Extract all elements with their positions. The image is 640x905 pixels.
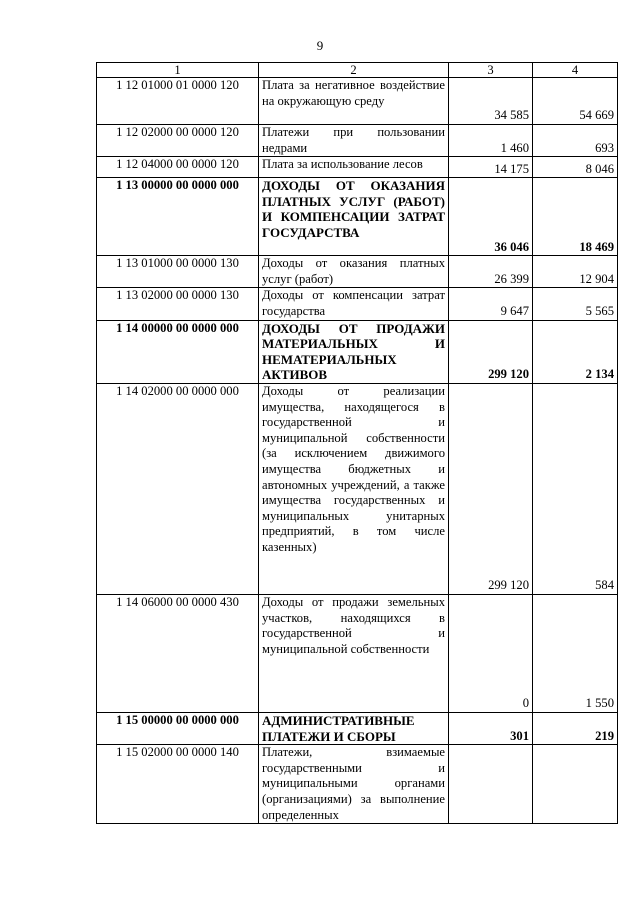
table-row <box>97 157 618 178</box>
budget-code-cell: 1 14 00000 00 0000 000 <box>97 320 259 383</box>
revenue-name-cell: Доходы от компенсации затрат государства <box>259 288 449 320</box>
revenue-name-cell: Плата за использование лесов <box>259 157 449 178</box>
value-col3-cell: 301 <box>449 712 533 744</box>
revenue-name-cell: АДМИНИСТРАТИВНЫЕ ПЛАТЕЖИ И СБОРЫ <box>259 712 449 744</box>
budget-code-cell: 1 13 01000 00 0000 130 <box>97 256 259 288</box>
page-number: 9 <box>316 38 324 53</box>
table-row <box>97 256 618 288</box>
value-col4-cell: 693 <box>533 125 618 157</box>
revenue-name-cell: ДОХОДЫ ОТ ОКАЗАНИЯ ПЛАТНЫХ УСЛУГ (РАБОТ) И КОМПЕНСАЦИИ ЗАТРАТ ГОСУДАРСТВА <box>259 178 449 256</box>
value-col3-cell: 14 175 <box>449 157 533 178</box>
budget-code-cell: 1 13 02000 00 0000 130 <box>97 288 259 320</box>
column-number-2: 2 <box>259 63 449 78</box>
revenue-name-cell: Платежи при пользовании недрами <box>259 125 449 157</box>
column-number-4: 4 <box>533 63 618 78</box>
table-row <box>97 125 618 157</box>
value-col3-cell: 299 120 <box>449 320 533 383</box>
revenue-name-cell: Платежи, взимаемые государственными и муниципальными органами (организациями) за выполнение определенных <box>259 745 449 824</box>
value-col4-cell: 18 469 <box>533 178 618 256</box>
column-number-row <box>97 63 618 78</box>
table-row <box>97 745 618 824</box>
value-col4-cell: 1 550 <box>533 594 618 712</box>
value-col4-cell: 219 <box>533 712 618 744</box>
column-number-3: 3 <box>449 63 533 78</box>
table-row <box>97 594 618 712</box>
budget-code-cell: 1 12 04000 00 0000 120 <box>97 157 259 178</box>
table-row <box>97 383 618 594</box>
budget-code-cell: 1 14 02000 00 0000 000 <box>97 383 259 594</box>
revenue-name-cell: Доходы от продажи земельных участков, находящихся в государственной и муниципальной собственности <box>259 594 449 712</box>
column-number-1: 1 <box>97 63 259 78</box>
budget-code-cell: 1 15 02000 00 0000 140 <box>97 745 259 824</box>
budget-code-cell: 1 13 00000 00 0000 000 <box>97 178 259 256</box>
value-col3-cell: 9 647 <box>449 288 533 320</box>
value-col4-cell: 54 669 <box>533 78 618 125</box>
budget-code-cell: 1 12 02000 00 0000 120 <box>97 125 259 157</box>
table-row <box>97 78 618 125</box>
revenue-name-cell: Доходы от реализации имущества, находящегося в государственной и муниципальной собственности (за исключением движимого имущества бюджетных и автономных учреждений, а также имущества государственных и муниципальных унитарных предприятий, в том числе казенных) <box>259 383 449 594</box>
value-col3-cell: 0 <box>449 594 533 712</box>
value-col3-cell: 36 046 <box>449 178 533 256</box>
value-col4-cell: 8 046 <box>533 157 618 178</box>
value-col4-cell: 12 904 <box>533 256 618 288</box>
table-row <box>97 320 618 383</box>
budget-code-cell: 1 15 00000 00 0000 000 <box>97 712 259 744</box>
value-col3-cell: 26 399 <box>449 256 533 288</box>
budget-code-cell: 1 14 06000 00 0000 430 <box>97 594 259 712</box>
table-row <box>97 178 618 256</box>
value-col3-cell: 299 120 <box>449 383 533 594</box>
table-row <box>97 712 618 744</box>
value-col3-cell <box>449 745 533 824</box>
value-col4-cell: 5 565 <box>533 288 618 320</box>
value-col3-cell: 1 460 <box>449 125 533 157</box>
value-col3-cell: 34 585 <box>449 78 533 125</box>
table-row <box>97 288 618 320</box>
budget-revenue-table <box>96 62 618 824</box>
revenue-name-cell: Плата за негативное воздействие на окружающую среду <box>259 78 449 125</box>
revenue-name-cell: Доходы от оказания платных услуг (работ) <box>259 256 449 288</box>
value-col4-cell: 2 134 <box>533 320 618 383</box>
value-col4-cell <box>533 745 618 824</box>
revenue-name-cell: ДОХОДЫ ОТ ПРОДАЖИ МАТЕРИАЛЬНЫХ И НЕМАТЕРИАЛЬНЫХ АКТИВОВ <box>259 320 449 383</box>
budget-code-cell: 1 12 01000 01 0000 120 <box>97 78 259 125</box>
value-col4-cell: 584 <box>533 383 618 594</box>
